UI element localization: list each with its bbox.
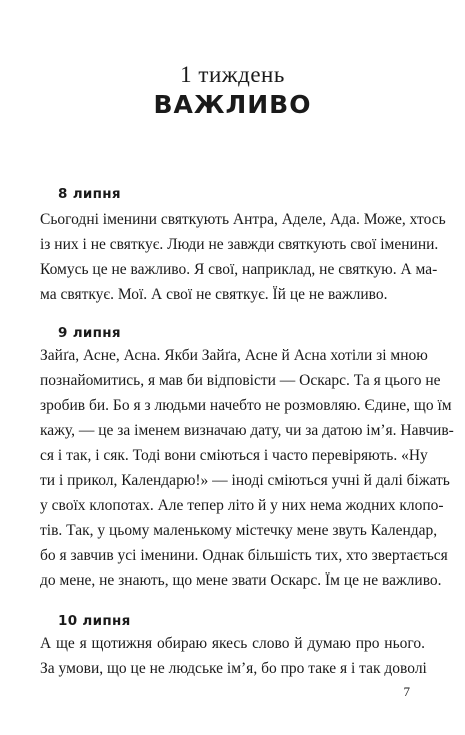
text-line: ти і прикол, Календарю!» — іноді сміються учні й далі біжать: [40, 472, 450, 489]
text-line: зробив би. Бо я з людьми начебто не розмовляю. Єдине, що їм: [40, 397, 452, 414]
entry-date-10-july: 10 липня: [58, 613, 131, 629]
text-line: тів. Так, у цьому маленькому містечку мене звуть Календар,: [40, 522, 438, 539]
text-line: кажу, — це за іменем визначаю дату, чи за датою ім’я. Навчив-: [40, 422, 454, 439]
page-number: 7: [403, 684, 410, 699]
text-line: до мене, не знають, що мене звати Оскарс. Їм це не важливо.: [40, 572, 442, 589]
entry-date-8-july: 8 липня: [58, 186, 121, 202]
text-line: ся і так, і сяк. Тоді вони сміються і часто перевіряють. «Ну: [40, 447, 428, 464]
text-line: у своїх клопотах. Але тепер літо й у них нема жодних клопо-: [40, 497, 444, 514]
text-line: За умови, що це не людське ім’я, бо про таке я і так доволі: [40, 660, 427, 677]
text-line: бо я завчив усі іменини. Однак більшість тих, хто звертається: [40, 547, 448, 564]
entry-date-9-july: 9 липня: [58, 325, 121, 341]
text-line: А ще я щотижня обираю якесь слово й думаю про нього.: [40, 635, 425, 652]
text-line: із них і не святкує. Люди не завжди святкують свої іменини.: [40, 236, 439, 253]
chapter-title: ВАЖЛИВО: [153, 90, 312, 119]
text-line: Сьогодні іменини святкують Антра, Аделе, Ада. Може, хтось: [40, 211, 446, 228]
chapter-week-label: 1 тиждень: [180, 62, 285, 87]
text-line: Комусь це не важливо. Я свої, наприклад, не святкую. А ма-: [40, 261, 438, 278]
text-line: Зайґа, Асне, Асна. Якби Зайґа, Асне й Асна хотіли зі мною: [40, 347, 428, 364]
text-line: ма святкує. Мої. А свої не святкує. Їй це не важливо.: [40, 286, 388, 303]
text-line: познайомитись, я мав би відповісти — Оскарс. Та я цього не: [40, 372, 441, 389]
